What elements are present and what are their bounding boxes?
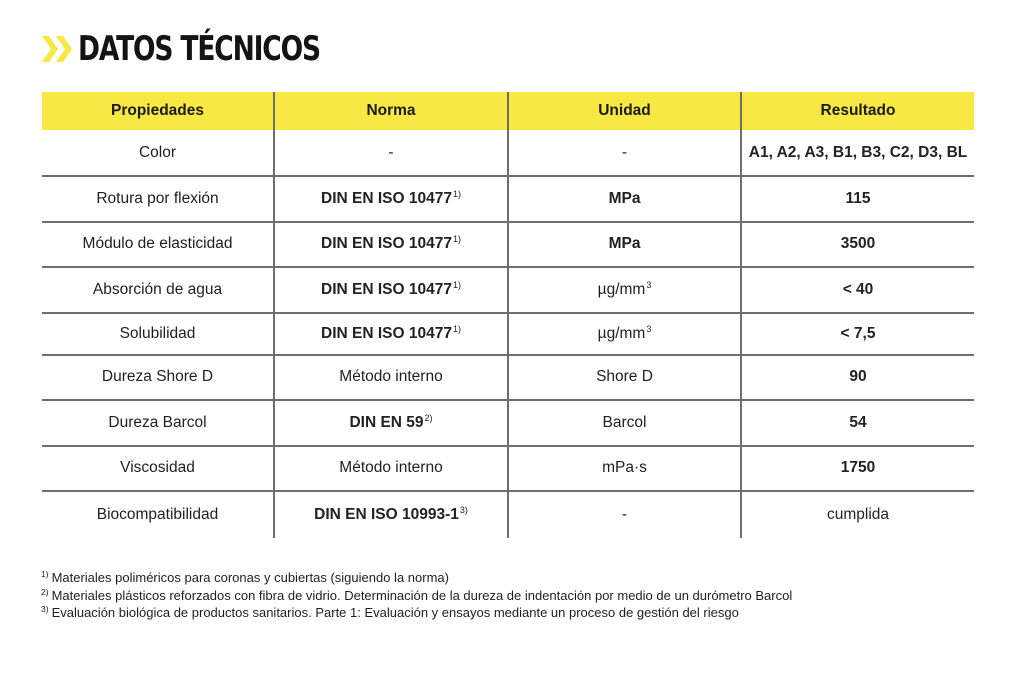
norm-cell: - <box>274 130 508 176</box>
norm-text: DIN EN ISO 10477 <box>321 189 452 207</box>
norm-cell <box>274 176 508 222</box>
unit-superscript: 3 <box>646 323 652 334</box>
double-chevron-right-icon <box>40 34 74 64</box>
result-cell: 115 <box>741 176 974 222</box>
table-row <box>42 130 974 176</box>
footnote-ref: 1) <box>452 323 461 334</box>
column-header-unit: Unidad <box>508 92 741 130</box>
norm-cell <box>274 400 508 446</box>
footnotes <box>41 569 792 622</box>
property-cell: Viscosidad <box>42 446 274 492</box>
table-row <box>42 491 974 538</box>
table-row <box>42 313 974 355</box>
column-header-norm: Norma <box>274 92 508 130</box>
result-cell: cumplida <box>741 491 974 538</box>
footnote-3 <box>41 604 792 622</box>
result-cell: 54 <box>741 400 974 446</box>
footnote-text: Evaluación biológica de productos sanitarios. Parte 1: Evaluación y ensayos mediante un proceso de gestión del riesgo <box>51 605 739 620</box>
unit-text: µg/mm <box>597 280 646 298</box>
norm-text: DIN EN ISO 10993-1 <box>314 506 459 523</box>
table-row <box>42 176 974 222</box>
property-cell: Dureza Barcol <box>42 400 274 446</box>
footnote-1 <box>41 569 792 587</box>
footnote-mark: 1) <box>41 569 49 579</box>
norm-cell: Método interno <box>274 355 508 401</box>
result-cell: < 7,5 <box>741 313 974 355</box>
property-cell: Biocompatibilidad <box>96 506 219 523</box>
table-row <box>42 267 974 313</box>
footnote-ref: 1) <box>452 279 461 290</box>
section-header <box>40 29 388 69</box>
norm-cell <box>274 222 508 268</box>
result-cell: 3500 <box>741 222 974 268</box>
property-cell: Color <box>42 130 274 176</box>
footnote-mark: 3) <box>41 604 49 614</box>
unit-cell: - <box>508 491 741 538</box>
footnote-ref: 1) <box>452 188 461 199</box>
table-row <box>42 222 974 268</box>
unit-cell <box>508 313 741 355</box>
norm-cell: Método interno <box>274 446 508 492</box>
footnote-ref: 3) <box>459 505 468 515</box>
unit-text: µg/mm <box>597 324 646 342</box>
norm-text: DIN EN ISO 10477 <box>321 235 452 253</box>
result-cell: 1750 <box>741 446 974 492</box>
result-cell: A1, A2, A3, B1, B3, C2, D3, BL <box>741 130 974 176</box>
property-cell: Dureza Shore D <box>42 355 274 401</box>
unit-cell: - <box>508 130 741 176</box>
unit-superscript: 3 <box>646 279 652 290</box>
norm-cell <box>274 313 508 355</box>
norm-cell <box>274 267 508 313</box>
unit-cell: Shore D <box>508 355 741 401</box>
footnote-ref: 2) <box>424 412 433 423</box>
norm-text: DIN EN 59 <box>349 413 424 431</box>
unit-cell: MPa <box>508 176 741 222</box>
result-cell: 90 <box>741 355 974 401</box>
norm-text: DIN EN ISO 10477 <box>321 280 452 298</box>
unit-cell <box>508 267 741 313</box>
table-row <box>42 446 974 492</box>
property-cell: Módulo de elasticidad <box>42 222 274 268</box>
footnote-text: Materiales plásticos reforzados con fibra de vidrio. Determinación de la dureza de indentación por medio de un durómetro Barcol <box>51 587 793 603</box>
property-cell: Solubilidad <box>42 313 274 355</box>
footnote-mark: 2) <box>41 586 49 597</box>
footnote-ref: 1) <box>452 234 461 245</box>
property-cell: Rotura por flexión <box>42 176 274 222</box>
page-title: DATOS TÉCNICOS <box>78 29 320 69</box>
footnote-2 <box>41 587 792 605</box>
unit-cell: Barcol <box>508 400 741 446</box>
norm-cell <box>274 491 508 538</box>
technical-data-table <box>42 92 974 538</box>
column-header-result: Resultado <box>741 92 974 130</box>
property-cell: Absorción de agua <box>42 267 274 313</box>
table-row <box>42 355 974 401</box>
footnote-text: Materiales poliméricos para coronas y cubiertas (siguiendo la norma) <box>51 570 449 585</box>
table-header-row <box>42 92 974 130</box>
column-header-properties: Propiedades <box>42 92 274 130</box>
table-row <box>42 400 974 446</box>
unit-cell: mPa·s <box>508 446 741 492</box>
norm-text: DIN EN ISO 10477 <box>321 324 452 342</box>
unit-cell: MPa <box>508 222 741 268</box>
result-cell: < 40 <box>741 267 974 313</box>
